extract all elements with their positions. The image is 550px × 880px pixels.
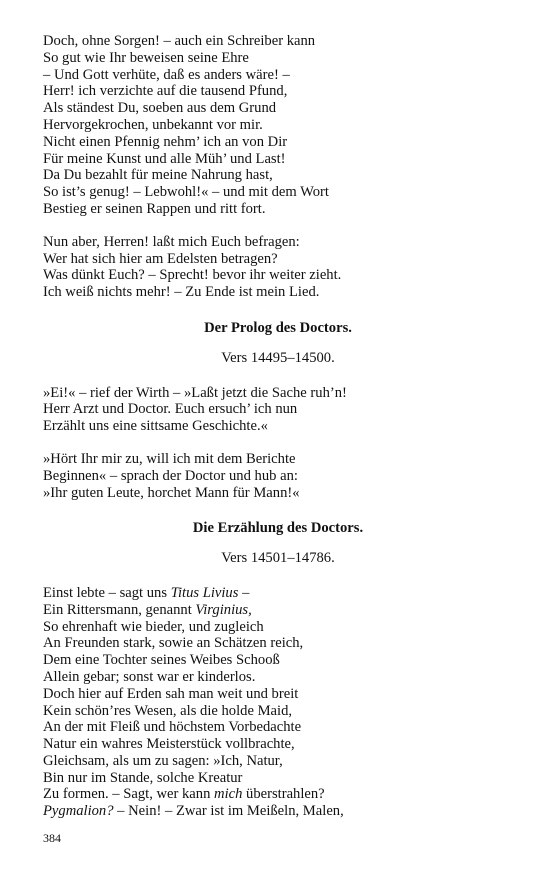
verse-text: Ein Rittersmann, genannt [43,601,196,618]
verse-text: An Freunden stark, sowie an Schätzen reich, [43,635,304,652]
verse-line [43,451,513,468]
verse-line [43,33,513,50]
verse-text: Für meine Kunst und alle Müh’ und Last! [43,150,286,167]
verse-line [43,418,513,435]
verse-text: Herr! ich verzichte auf die tausend Pfund, [43,83,288,100]
verse-line [43,267,513,284]
verse-text: Pygmalion? [43,803,114,820]
verse-text: Beginnen« – sprach der Doctor und hub an: [43,467,298,484]
verse-text: Virginius, [195,601,252,618]
verse-text: Bestieg er seinen Rappen und ritt fort. [43,200,266,217]
verse-text: – Nein! – Zwar ist im Meißeln, Malen, [113,803,344,820]
verse-reference-tale: Vers 14501–14786. [221,550,335,567]
verse-text: Hervorgekrochen, unbekannt vor mir. [43,116,263,133]
verse-line [43,184,513,201]
verse-line [43,134,513,151]
verse-line [43,468,513,485]
verse-text: überstrahlen? [242,786,325,803]
verse-text: So gut wie Ihr beweisen seine Ehre [43,49,249,66]
verse-line [43,117,513,134]
verse-text: Nun aber, Herren! laßt mich Euch befragen: [43,233,300,250]
stanza-4 [43,451,513,501]
verse-text: – Und Gott verhüte, daß es anders wäre! – [43,66,290,83]
verse-reference-prolog: Vers 14495–14500. [221,349,335,366]
verse-line [43,401,513,418]
verse-line [43,151,513,168]
verse-line [43,803,513,820]
section-title-tale: Die Erzählung des Doctors. [192,520,364,537]
verse-text: mich [214,786,243,803]
stanza-3 [43,385,513,435]
verse-line [43,635,513,652]
verse-text: Wer hat sich hier am Edelsten betragen? [43,250,278,267]
verse-line [43,686,513,703]
verse-text: Natur ein wahres Meisterstück vollbrachte, [43,736,295,753]
verse-text: Doch, ohne Sorgen! – auch ein Schreiber kann [43,33,316,49]
verse-line [43,753,513,770]
verse-line [43,67,513,84]
verse-line [43,669,513,686]
verse-text: – [238,584,250,601]
verse-text: Gleichsam, als um zu sagen: »Ich, Natur, [43,752,283,769]
verse-line [43,167,513,184]
verse-line [43,50,513,67]
verse-line [43,201,513,218]
verse-text: Ich weiß nichts mehr! – Zu Ende ist mein Lied. [43,284,320,301]
verse-line [43,251,513,268]
verse-line [43,703,513,720]
verse-line [43,652,513,669]
verse-text: Titus Livius [170,584,239,601]
verse-line [43,585,513,602]
page-text [43,33,513,820]
verse-text: Was dünkt Euch? – Sprecht! bevor ihr weiter zieht. [43,267,342,284]
verse-text: Da Du bezahlt für meine Nahrung hast, [43,167,273,184]
verse-text: Dem eine Tochter seines Weibes Schooß [43,652,280,669]
verse-line [43,284,513,301]
verse-text: Erzählt uns eine sittsame Geschichte.« [43,418,268,435]
verse-text: Einst lebte – sagt uns [43,584,171,601]
verse-line [43,770,513,787]
page-number: 384 [43,831,61,845]
verse-text: Doch hier auf Erden sah man weit und breit [43,685,299,702]
verse-line [43,385,513,402]
verse-line [43,485,513,502]
verse-text: »Ihr guten Leute, horchet Mann für Mann!« [43,484,300,501]
verse-line [43,786,513,803]
verse-text: »Hört Ihr mir zu, will ich mit dem Berichte [43,450,296,467]
verse-text: Zu formen. – Sagt, wer kann [43,786,215,803]
verse-line [43,619,513,636]
verse-text: Nicht einen Pfennig nehm’ ich an von Dir [43,133,288,150]
verse-text: So ist’s genug! – Lebwohl!« – und mit dem Wort [43,184,329,201]
verse-line [43,719,513,736]
verse-text: An der mit Fleiß und höchstem Vorbedachte [43,719,302,736]
verse-line [43,100,513,117]
verse-line [43,234,513,251]
verse-line [43,83,513,100]
stanza-2 [43,234,513,301]
verse-text: Als ständest Du, soeben aus dem Grund [43,100,277,117]
section-title-prolog: Der Prolog des Doctors. [204,319,352,336]
stanza-1 [43,33,513,218]
verse-text: »Ei!« – rief der Wirth – »Laßt jetzt die Sache ruh’n! [43,384,347,401]
verse-text: Kein schön’res Wesen, als die holde Maid, [43,702,293,719]
verse-text: So ehrenhaft wie bieder, und zugleich [43,618,264,635]
verse-line [43,736,513,753]
verse-text: Herr Arzt und Doctor. Euch ersuch’ ich nun [43,401,298,418]
verse-text: Allein gebar; sonst war er kinderlos. [43,668,256,685]
verse-line [43,602,513,619]
stanza-5 [43,585,513,820]
verse-text: Bin nur im Stande, solche Kreatur [43,769,243,786]
